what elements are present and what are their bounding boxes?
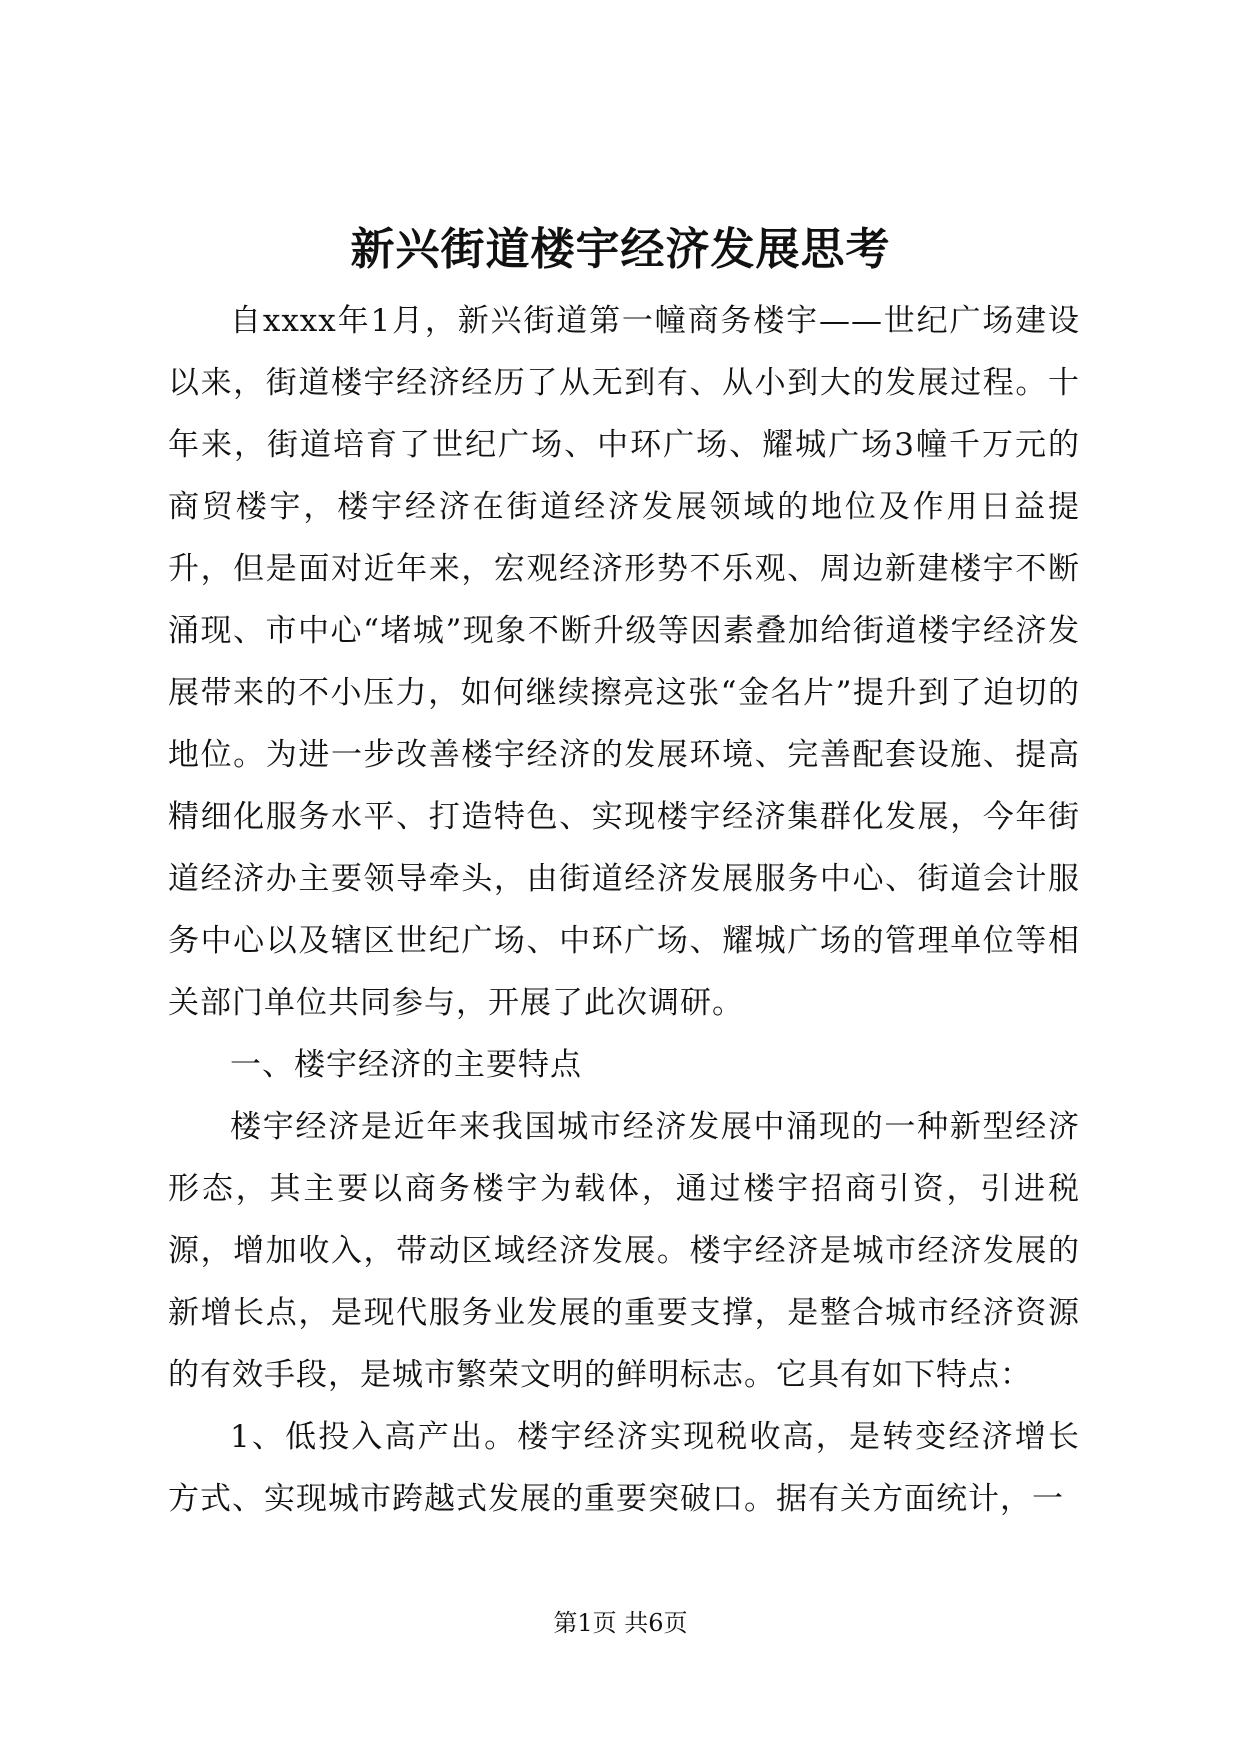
paragraph-intro: 自xxxx年1月，新兴街道第一幢商务楼宇——世纪广场建设以来，街道楼宇经济经历了从无到有、从小到大的发展过程。十年来，街道培育了世纪广场、中环广场、耀城广场3幢千万元的商贸楼宇，楼宇经济在街道经济发展领域的地位及作用日益提升，但是面对近年来，宏观经济形势不乐观、周边新建楼宇不断涌现、市中心“堵城”现象不断升级等因素叠加给街道楼宇经济发展带来的不小压力，如何继续擦亮这张“金名片”提升到了迫切的地位。为进一步改善楼宇经济的发展环境、完善配套设施、提高精细化服务水平、打造特色、实现楼宇经济集群化发展，今年街道经济办主要领导牵头，由街道经济发展服务中心、街道会计服务中心以及辖区世纪广场、中环广场、耀城广场的管理单位等相关部门单位共同参与，开展了此次调研。 [168, 303, 1080, 1021]
page-number: 第1页 共6页 [553, 1609, 688, 1637]
paragraph-point-1: 1、低投入高产出。楼宇经济实现税收高，是转变经济增长方式、实现城市跨越式发展的重要突破口。据有关方面统计，一 [168, 1419, 1080, 1517]
document-title: 新兴街道楼宇经济发展思考 [350, 224, 891, 275]
section-heading: 一、楼宇经济的主要特点 [230, 1047, 582, 1083]
document-body [168, 290, 1080, 1530]
paragraph-features: 楼宇经济是近年来我国城市经济发展中涌现的一种新型经济形态，其主要以商务楼宇为载体，通过楼宇招商引资，引进税源，增加收入，带动区域经济发展。楼宇经济是城市经济发展的新增长点，是现代服务业发展的重要支撑，是整合城市经济资源的有效手段，是城市繁荣文明的鲜明标志。它具有如下特点： [168, 1109, 1080, 1393]
